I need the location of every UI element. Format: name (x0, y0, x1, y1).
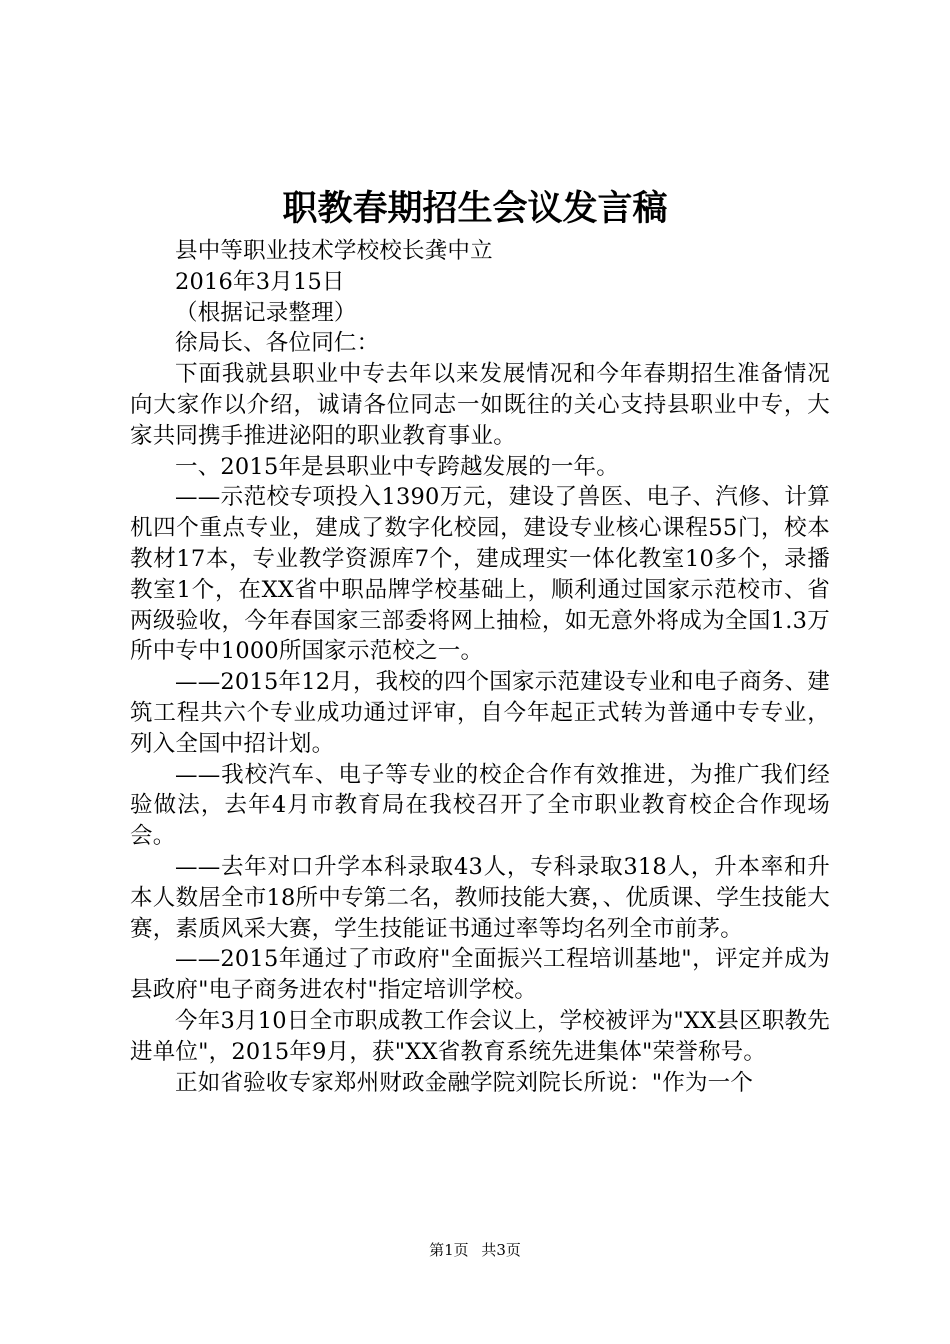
paragraph: 今年3月10日全市职成教工作会议上，学校被评为"XX县区职教先进单位"，2015年9月，获"XX省教育系统先进集体"荣誉称号。 (130, 1007, 830, 1065)
paragraph: 下面我就县职业中专去年以来发展情况和今年春期招生准备情况向大家作以介绍，诚请各位同志一如既往的关心支持县职业中专，大家共同携手推进泌阳的职业教育事业。 (130, 361, 830, 449)
paragraph: ——2015年通过了市政府"全面振兴工程培训基地"，评定并成为县政府"电子商务进农村"指定培训学校。 (130, 946, 830, 1004)
author-line: 县中等职业技术学校校长龚中立 (175, 238, 493, 264)
salutation: 徐局长、各位同仁： (175, 330, 380, 357)
paragraph: 正如省验收专家郑州财政金融学院刘院长所说："作为一个 (175, 1069, 754, 1096)
document-title: 职教春期招生会议发言稿 (282, 189, 668, 229)
page-total: 共3页 (481, 1241, 521, 1259)
page-footer (0, 1240, 950, 1260)
paragraph: ——2015年12月，我校的四个国家示范建设专业和电子商务、建筑工程共六个专业成功通过评审，自今年起正式转为普通中专专业，列入全国中招计划。 (130, 669, 830, 757)
note-line: （根据记录整理） (175, 299, 357, 326)
document-body (130, 236, 830, 1098)
section-heading: 一、2015年是县职业中专跨越发展的一年。 (175, 453, 619, 480)
paragraph: ——示范校专项投入1390万元，建设了兽医、电子、汽修、计算机四个重点专业，建成了数字化校园，建设专业核心课程55门，校本教材17本，专业教学资源库7个，建成理实一体化教室10多个，录播教室1个，在XX省中职品牌学校基础上，顺利通过国家示范校市、省两级验收，今年春国家三部委将网上抽检，如无意外将成为全国1.3万所中专中1000所国家示范校之一。 (130, 484, 830, 665)
paragraph: ——去年对口升学本科录取43人，专科录取318人，升本率和升本人数居全市18所中专第二名，教师技能大赛，、优质课、学生技能大赛，素质风采大赛，学生技能证书通过率等均名列全市前茅。 (130, 853, 830, 942)
date-line: 2016年3月15日 (175, 268, 345, 295)
page-number: 第1页 (429, 1241, 469, 1259)
paragraph: ——我校汽车、电子等专业的校企合作有效推进，为推广我们经验做法，去年4月市教育局在我校召开了全市职业教育校企合作现场会。 (130, 761, 830, 850)
